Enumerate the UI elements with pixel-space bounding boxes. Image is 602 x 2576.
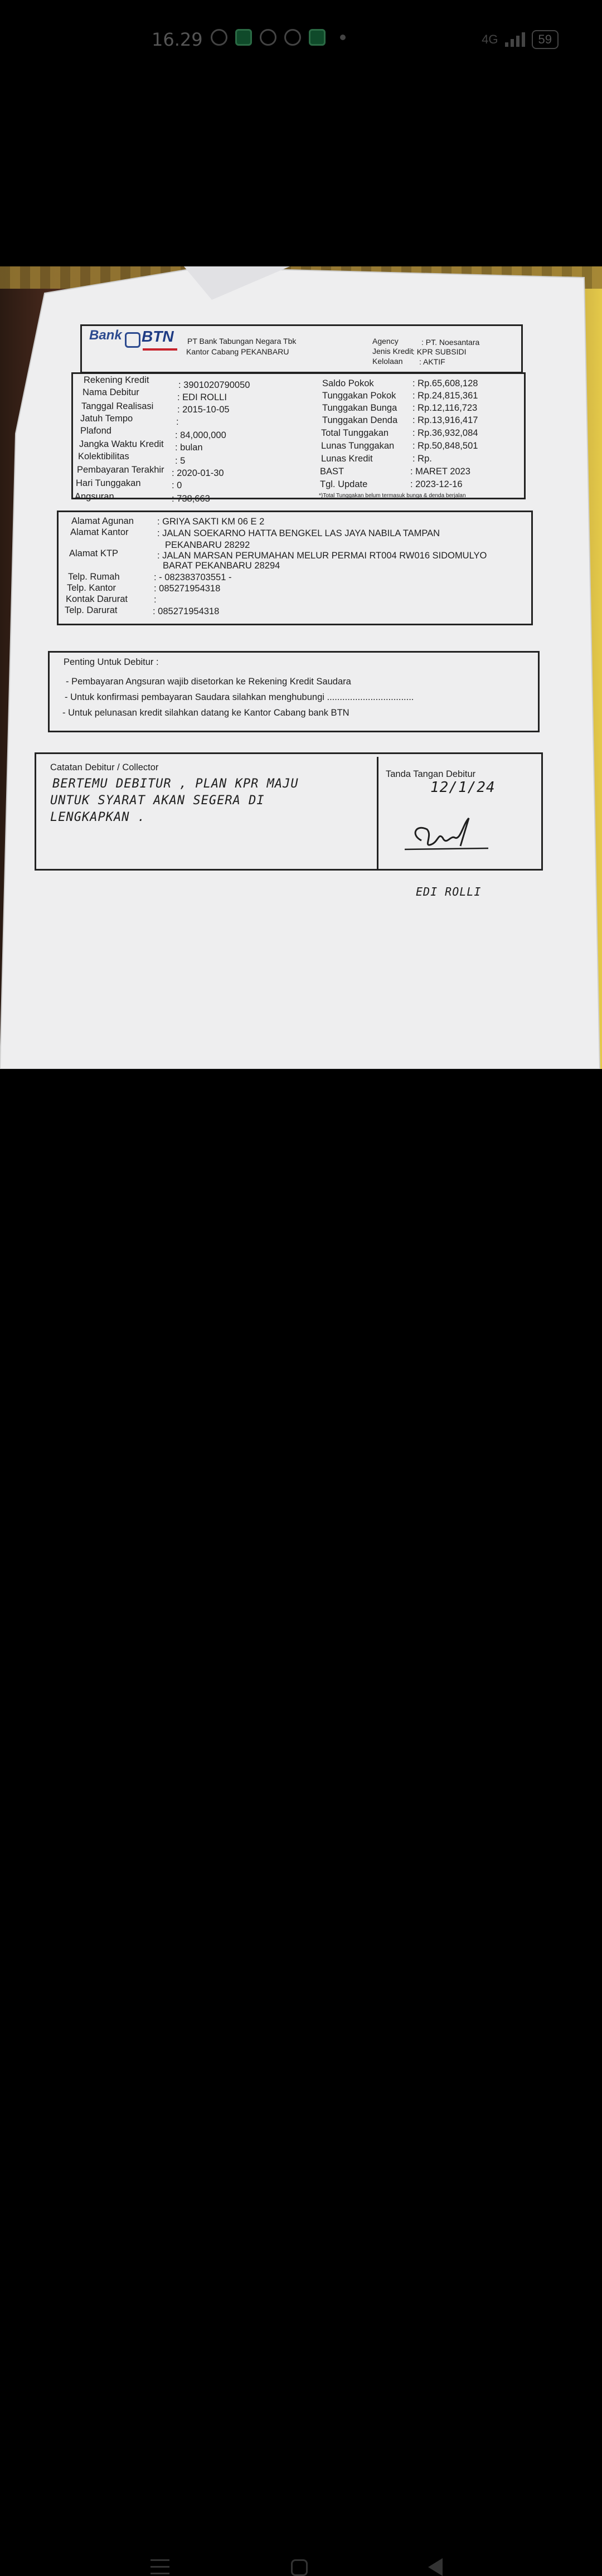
right-field-value: : Rp.50,848,501	[412, 441, 478, 451]
signature-scribble	[399, 813, 494, 863]
right-field-value: : Rp.65,608,128	[412, 378, 478, 388]
address-label: Telp. Darurat	[65, 605, 118, 615]
right-field-label: BAST	[320, 466, 344, 477]
instagram-icon	[235, 29, 252, 46]
jenis-kredit-label: Jenis Kredit	[372, 347, 414, 356]
left-field-value: : 0	[172, 480, 182, 490]
catatan-divider	[377, 757, 378, 869]
whatsapp-icon	[211, 29, 227, 46]
address-value: : 085271954318	[153, 606, 220, 616]
back-icon[interactable]	[428, 2558, 443, 2576]
left-field-label: Jatuh Tempo	[80, 414, 133, 424]
address-label: Alamat Kantor	[70, 527, 129, 537]
right-field-label: Lunas Tunggakan	[321, 441, 395, 451]
document-photo	[0, 266, 602, 1069]
address-value: BARAT PEKANBARU 28294	[163, 561, 280, 571]
recent-apps-icon[interactable]	[151, 2559, 169, 2576]
network-type: 4G	[482, 32, 498, 46]
kelolaan-value: : AKTIF	[419, 357, 445, 366]
left-field-label: Jangka Waktu Kredit	[79, 439, 164, 449]
navigation-bar	[0, 1271, 602, 1338]
right-field-value: : Rp.36,932,084	[412, 428, 478, 438]
address-label: Telp. Kantor	[67, 583, 116, 593]
penting-item: - Pembayaran Angsuran wajib disetorkan ke Rekening Kredit Saudara	[66, 677, 351, 687]
bank-name: PT Bank Tabungan Negara Tbk	[187, 337, 297, 346]
address-value: : 085271954318	[154, 584, 221, 594]
tanda-tangan-title: Tanda Tangan Debitur	[386, 769, 476, 779]
catatan-title: Catatan Debitur / Collector	[50, 762, 159, 772]
penting-item: - Untuk pelunasan kredit silahkan datang ke Kantor Cabang bank BTN	[62, 708, 349, 718]
left-field-label: Hari Tunggakan	[76, 478, 141, 488]
address-value: : - 082383703551 -	[154, 572, 232, 582]
more-notifications-dot-icon	[340, 35, 346, 40]
left-field-value: : 3901020790050	[178, 380, 250, 390]
catatan-handwriting-line: BERTEMU DEBITUR , PLAN KPR MAJU	[52, 777, 299, 791]
agency-label: Agency	[372, 337, 399, 346]
bank-brand: BTN	[142, 328, 174, 345]
address-label: Telp. Rumah	[68, 572, 120, 582]
right-field-label: Tunggakan Denda	[322, 415, 398, 425]
left-field-value: : EDI ROLLI	[177, 392, 227, 402]
agency-value: : PT. Noesantara	[421, 338, 480, 347]
status-right	[482, 30, 559, 49]
facebook-icon	[284, 29, 301, 46]
left-field-value: : 2020-01-30	[172, 468, 224, 478]
left-field-label: Angsuran	[75, 492, 114, 502]
status-time: 16.29	[152, 29, 203, 50]
notification-icons	[211, 29, 346, 46]
left-field-label: Pembayaran Terakhir	[77, 465, 164, 475]
left-field-label: Rekening Kredit	[84, 375, 149, 385]
left-field-value: : bulan	[175, 443, 203, 453]
right-field-value: : Rp.13,916,417	[412, 415, 478, 425]
kelolaan-label: Kelolaan	[372, 357, 403, 366]
address-label: Alamat Agunan	[71, 516, 134, 526]
address-value: :	[154, 595, 157, 605]
bank-branch: Kantor Cabang PEKANBARU	[186, 347, 289, 356]
right-field-label: Total Tunggakan	[321, 428, 389, 438]
penting-item: - Untuk konfirmasi pembayaran Saudara silahkan menghubungi ..................................	[65, 692, 414, 702]
catatan-handwriting-line: LENGKAPKAN .	[50, 810, 145, 824]
address-value: : JALAN MARSAN PERUMAHAN MELUR PERMAI RT004 RW016 SIDOMULYO	[157, 551, 487, 561]
right-field-value: : Rp.24,815,361	[412, 391, 478, 401]
signature-name: EDI ROLLI	[416, 885, 482, 898]
home-icon[interactable]	[291, 2559, 308, 2576]
address-label: Kontak Darurat	[66, 594, 128, 604]
bank-logo-text: Bank	[89, 328, 122, 343]
right-field-value: : 2023-12-16	[410, 479, 463, 489]
right-field-label: Tunggakan Pokok	[322, 391, 396, 401]
left-field-value: : 5	[175, 456, 186, 466]
right-field-label: Lunas Kredit	[321, 454, 373, 464]
right-field-label: Saldo Pokok	[322, 378, 374, 388]
left-field-label: Nama Debitur	[82, 387, 139, 397]
left-field-value: : 738,663	[172, 494, 210, 504]
right-field-value: : Rp.12,116,723	[412, 403, 478, 413]
address-value: : JALAN SOEKARNO HATTA BENGKEL LAS JAYA NABILA TAMPAN	[157, 528, 440, 538]
catatan-handwriting-line: UNTUK SYARAT AKAN SEGERA DI	[50, 794, 265, 808]
address-value: PEKANBARU 28292	[165, 540, 250, 550]
facebook-icon	[260, 29, 276, 46]
right-field-value: : Rp.	[412, 454, 432, 464]
address-value: : GRIYA SAKTI KM 06 E 2	[157, 517, 265, 527]
battery-indicator: 59	[532, 30, 559, 49]
left-field-label: Tanggal Realisasi	[81, 401, 154, 411]
right-field-value: : MARET 2023	[410, 466, 470, 477]
address-label: Alamat KTP	[69, 548, 119, 558]
left-field-label: Plafond	[80, 426, 111, 436]
signature-date: 12/1/24	[430, 779, 496, 796]
jenis-kredit-value: : KPR SUBSIDI	[412, 347, 467, 356]
status-bar	[0, 0, 602, 78]
left-field-value: : 2015-10-05	[177, 405, 230, 415]
left-field-value: :	[176, 417, 179, 427]
bank-logo-underline	[143, 348, 177, 351]
app-notification-icon	[309, 29, 326, 46]
btn-house-icon	[125, 332, 140, 348]
footnote: *)Total Tunggakan belum termasuk bunga & denda berjalan	[319, 493, 466, 499]
right-field-label: Tunggakan Bunga	[322, 403, 397, 413]
penting-title: Penting Untuk Debitur :	[64, 657, 159, 667]
signal-icon	[505, 32, 525, 47]
left-field-value: : 84,000,000	[175, 430, 226, 440]
left-field-label: Kolektibilitas	[78, 451, 129, 461]
right-field-label: Tgl. Update	[320, 479, 368, 489]
